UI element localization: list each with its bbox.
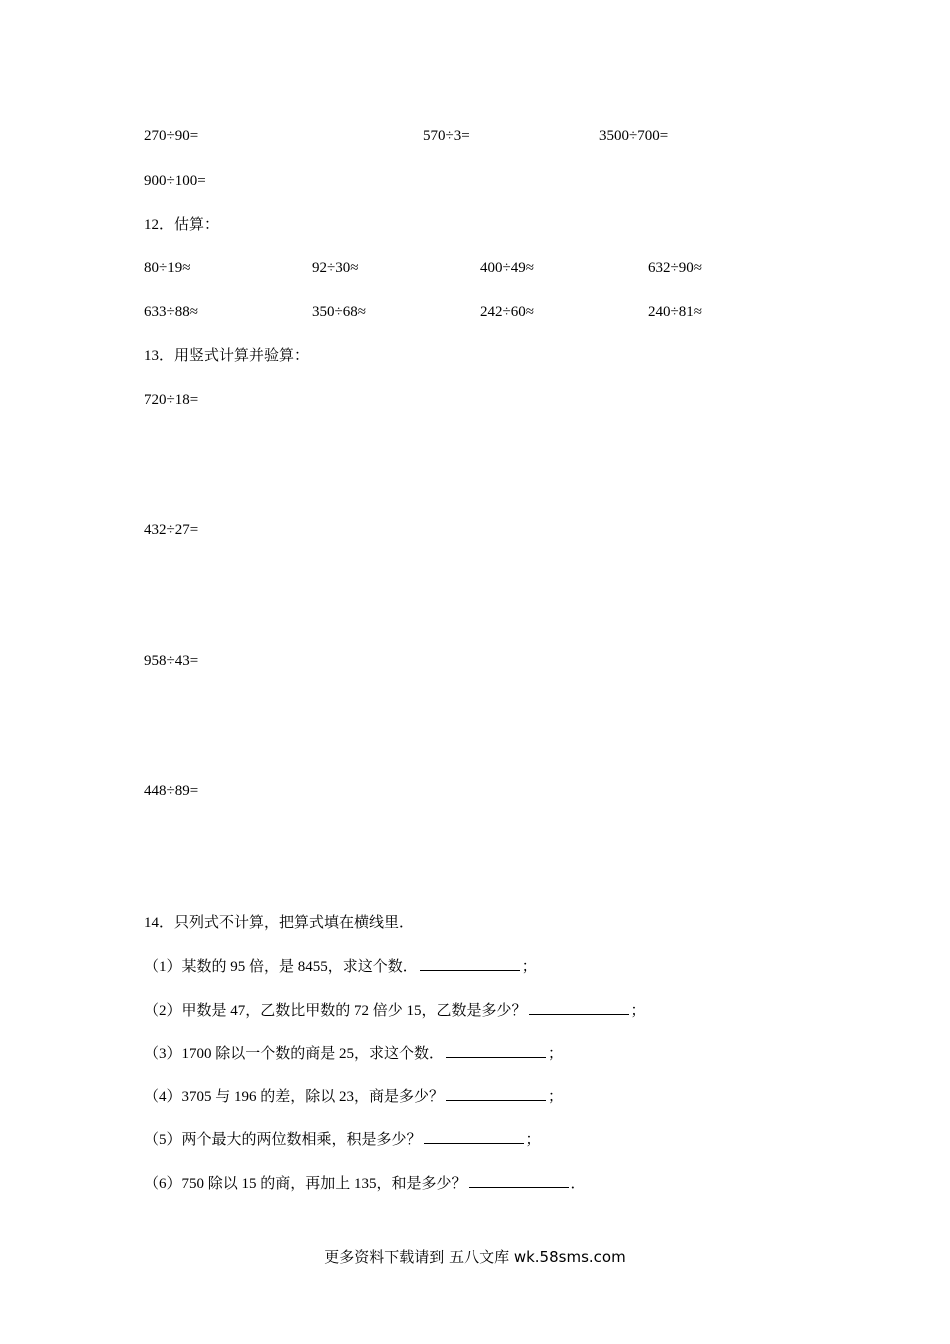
- expr-900-100: 900÷100=: [144, 173, 206, 189]
- question-4-text: （4）3705 与 196 的差，除以 23，商是多少？: [144, 1089, 445, 1105]
- answer-blank-4[interactable]: [446, 1086, 546, 1101]
- question-4-end: ；: [548, 1089, 564, 1105]
- question-3-end: ；: [548, 1046, 564, 1062]
- question-2-text: （2）甲数是 47，乙数比甲数的 72 倍少 15，乙数是多少？: [144, 1003, 527, 1019]
- vertical-calc-958-43: 958÷43=: [144, 653, 199, 669]
- question-4: [144, 1086, 563, 1107]
- question-5-text: （5）两个最大的两位数相乘，积是多少？: [144, 1132, 422, 1148]
- question-2: [144, 1000, 646, 1021]
- estimate-633-88: 633÷88≈: [144, 304, 198, 320]
- question-1-end: ；: [521, 959, 537, 975]
- question-1: [144, 956, 537, 977]
- answer-blank-1[interactable]: [420, 956, 520, 971]
- estimate-242-60: 242÷60≈: [480, 304, 534, 320]
- question-1-text: （1）某数的 95 倍，是 8455，求这个数．: [144, 959, 418, 975]
- estimate-80-19: 80÷19≈: [144, 260, 191, 276]
- answer-blank-6[interactable]: [469, 1173, 569, 1188]
- expr-570-3: 570÷3=: [423, 128, 470, 144]
- estimate-240-81: 240÷81≈: [648, 304, 702, 320]
- question-3-text: （3）1700 除以一个数的商是 25，求这个数．: [144, 1046, 445, 1062]
- question-6-text: （6）750 除以 15 的商，再加上 135，和是多少？: [144, 1176, 467, 1192]
- estimate-350-68: 350÷68≈: [312, 304, 366, 320]
- vertical-calc-720-18: 720÷18=: [144, 392, 199, 408]
- answer-blank-3[interactable]: [446, 1043, 546, 1058]
- footer-download-note: 更多资料下载请到 五八文库 wk.58sms.com: [324, 1248, 626, 1266]
- vertical-calc-432-27: 432÷27=: [144, 522, 199, 538]
- section-14-heading: 14．只列式不计算，把算式填在横线里．: [144, 915, 415, 931]
- answer-blank-2[interactable]: [529, 1000, 629, 1015]
- question-5: [144, 1129, 541, 1150]
- question-2-end: ；: [630, 1003, 646, 1019]
- question-5-end: ；: [525, 1132, 541, 1148]
- expr-270-90: 270÷90=: [144, 128, 199, 144]
- section-13-heading: 13．用竖式计算并验算：: [144, 348, 310, 364]
- answer-blank-5[interactable]: [424, 1129, 524, 1144]
- estimate-400-49: 400÷49≈: [480, 260, 534, 276]
- estimate-632-90: 632÷90≈: [648, 260, 702, 276]
- question-3: [144, 1043, 563, 1064]
- expr-3500-700: 3500÷700=: [599, 128, 669, 144]
- section-12-heading: 12．估算：: [144, 217, 220, 233]
- question-6: [144, 1173, 586, 1194]
- vertical-calc-448-89: 448÷89=: [144, 783, 199, 799]
- question-6-end: ．: [570, 1176, 586, 1192]
- estimate-92-30: 92÷30≈: [312, 260, 359, 276]
